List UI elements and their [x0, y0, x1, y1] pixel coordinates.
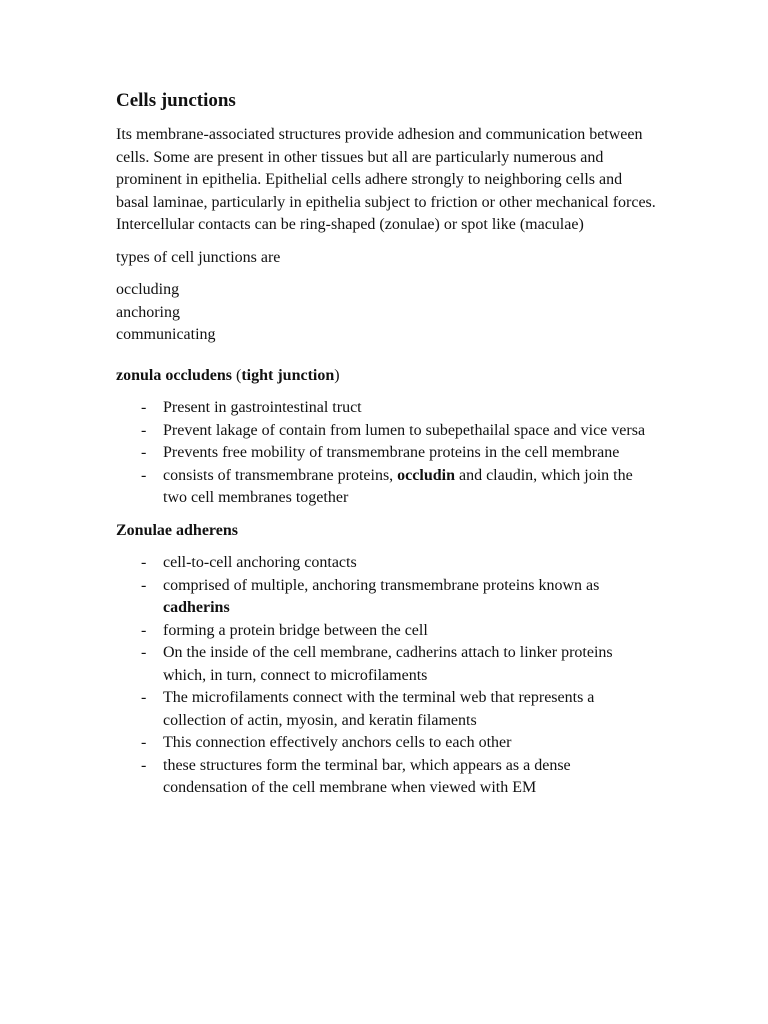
bullet-dash: -: [141, 421, 147, 439]
bullet-item: - Present in gastrointestinal truct: [116, 397, 656, 420]
list-item: occluding: [116, 281, 180, 298]
zonula-occludens-bullets: [116, 397, 656, 510]
page-title: Cells junctions: [116, 90, 236, 111]
bullet-dash: -: [141, 554, 147, 571]
bullet-item: - consists of transmembrane proteins, occludin and claudin, which join the two cell membranes together: [141, 466, 633, 506]
bullet-item: - This connection effectively anchors cells to each other: [116, 732, 656, 755]
list-item: communicating: [116, 326, 216, 343]
bullet-dash: -: [141, 644, 147, 661]
bullet-dash: -: [141, 444, 147, 461]
bullet-dash: -: [141, 734, 147, 751]
bullet-item: - cell-to-cell anchoring contacts: [116, 552, 656, 575]
bullet-item: - comprised of multiple, anchoring transmembrane proteins known as cadherins: [141, 576, 600, 616]
document-content: [116, 88, 656, 810]
bullet-dash: -: [141, 576, 147, 594]
bullet-item: - forming a protein bridge between the cell: [116, 620, 656, 643]
bullet-item: - The microfilaments connect with the terminal web that represents a collection of actin, myosin, and keratin filaments: [141, 689, 595, 729]
bullet-dash: -: [141, 689, 147, 706]
section-heading-zonulae-adherens: Zonulae adherens: [116, 521, 238, 539]
zonulae-adherens-bullets: [116, 552, 656, 800]
bullet-item: - these structures form the terminal bar, which appears as a dense condensation of the cell membrane when viewed with EM: [141, 756, 571, 796]
bullet-dash: -: [141, 621, 147, 639]
intro-paragraph: Its membrane-associated structures provide adhesion and communication between cells. Some are present in other tissues but all are particularly numerous and prominent in epithelia. Epithelial cells adhere strongly to neighboring cells and basal laminae, particularly in epithelia subject to friction or other mechanical forces. Intercellular contacts can be ring-shaped (zonulae) or spot like (maculae): [116, 126, 656, 233]
junction-types-list: [116, 279, 656, 347]
bullet-dash: -: [141, 399, 147, 416]
bullet-dash: -: [141, 466, 147, 484]
bullet-item: - Prevent lakage of contain from lumen to subepethailal space and vice versa: [116, 420, 656, 443]
types-intro: types of cell junctions are: [116, 248, 281, 266]
bullet-item: - On the inside of the cell membrane, cadherins attach to linker proteins which, in turn, connect to microfilaments: [141, 644, 613, 684]
list-item: anchoring: [116, 303, 180, 321]
bullet-dash: -: [141, 756, 147, 774]
section-heading-zonula-occludens: zonula occludens (tight junction): [116, 366, 340, 384]
bullet-item: - Prevents free mobility of transmembrane proteins in the cell membrane: [116, 442, 656, 465]
